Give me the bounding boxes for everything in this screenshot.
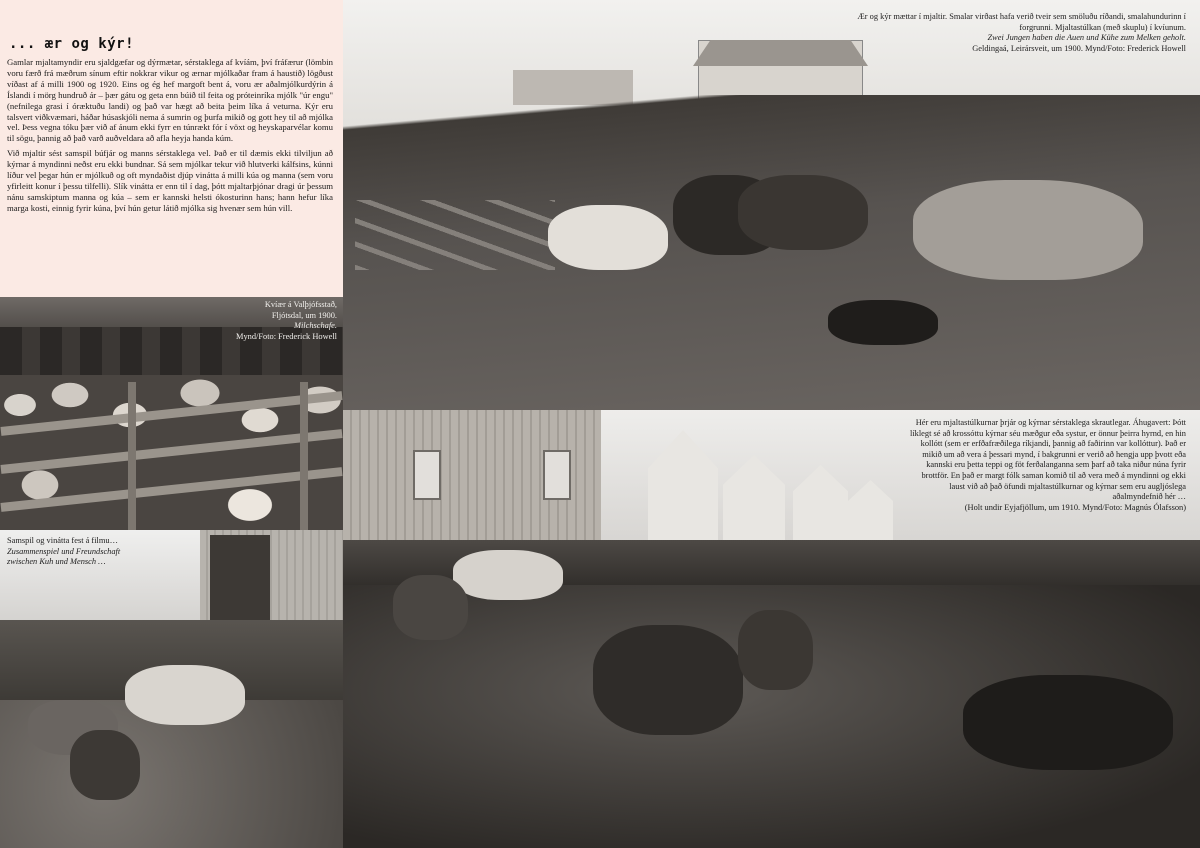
cow-figure (738, 610, 813, 690)
farm-photo-caption (7, 536, 197, 568)
photo-credit: Mynd/Foto: Frederick Howell (236, 331, 337, 341)
shed-window (543, 450, 571, 500)
sheep-pen-photo (0, 297, 343, 530)
cow-figure (738, 175, 868, 250)
cow-figure (963, 675, 1173, 770)
bottom-photo-caption (910, 418, 1186, 513)
caption-line: Samspil og vinátta fest á filmu… (7, 536, 118, 545)
top-photo-caption (836, 12, 1186, 54)
intro-paragraph-1: Gamlar mjaltamyndir eru sjaldgæfar og dýrmætar, sérstaklega af kvíám, því fráfærur (lömbin voru færð frá mæðrum sínum eftir nokkrar vikur og ærnar mjólkaðar fram á haustið) lögðust víðast af á milli 1900 og 1920. Eins og ég hef margoft bent á, voru ær aðalmjólkurdýrin á Íslandi í mörg hundruð ár – þær gátu og geta enn búið til feita og próteinríka mjólk "úr engu" (nefnilega grasi í óræktuðu landi) og það var hægt að beita þeim líka á veturna. Kýr eru talsvert viðkvæmari, háðar húsaskjóli nema á sumrin og þurfa mikið og gott hey til að mjólka vel. Þess vegna tóku þær við af ánum ekki fyrr en túnrækt fór í vöxt og heyskaparvélar komu til sögu, þannig að það varð auðveldara að afla heyja handa kúm. (7, 57, 333, 144)
cow-figure (125, 665, 245, 725)
farm-yard-photo (0, 530, 343, 848)
milkmaid-figure (70, 730, 140, 800)
caption-german: Zusammenspiel und Freundschaft (7, 546, 121, 556)
cow-figure (548, 205, 668, 270)
shed-window (413, 450, 441, 500)
photo-credit: Geldingaá, Leirársveit, um 1900. Mynd/Foto: Frederick Howell (972, 43, 1186, 53)
cow-figure (393, 575, 468, 640)
cow-figure (593, 625, 743, 735)
caption-text: Hér eru mjaltastúlkurnar þrjár og kýrnar sérstaklega skrautlegar. Áhugavert: Þótt líklegt sé að krossóttu kýrnar séu mæðgur eða systur, er önnur þeirra hyrnd, en hin kollótt (sem er erfðafræðilega ríkjandi, þannig að faðirinn var kollóttur). Það er mikið um að vera á þessari mynd, í bakgrunni er verið að hengja upp þvott eða kannski eru þetta teppi og föt ferðalanganna sem þarf að taka niður núna fyrir brottför. En það er margt fólk saman komið til að vera með á myndinni og ekki laust við að það öfundi mjaltastúlkurnar og kýrnar sem eru augljóslega aðalmyndefnið hér … (910, 418, 1186, 502)
cows-on-hill-photo (343, 0, 1200, 410)
photo-credit: (Holt undir Eyjafjöllum, um 1910. Mynd/Foto: Magnús Ólafsson) (964, 502, 1186, 512)
intro-text-panel (0, 0, 343, 297)
cow-figure (913, 180, 1143, 280)
caption-line: Kvíær á Valþjófsstað, (264, 300, 337, 309)
caption-text: Ær og kýr mættar í mjaltir. Smalar virðast hafa verið tveir sem smöluðu ríðandi, smalahundurinn í forgrunni. Mjaltastúlkan (með skuplu) í kvíunum. (857, 12, 1186, 32)
sheepdog-figure (828, 300, 938, 345)
sheep-photo-caption (177, 300, 337, 342)
intro-paragraph-2: Við mjaltir sést samspil búfjár og manns sérstaklega vel. Það er til dæmis ekki tilviljun að kýrnar á myndinni neðst eru ekki bundnar. Sá sem mjólkar tekur við hlutverki kálfsins, kúnni líður vel þegar hún er mjólkuð og oft myndaðist djúp vinátta á milli kúa og manna (sem voru yfirleitt konur í þessu tilfelli). Slík vinátta er enn til í dag, þótt mjaltarþjónar dragi úr þessum nánu samskiptum manna og kúa – sem er kannski helsti ókosturinn hans; hann hefur líka marga kosti, einnig fyrir kúna, því hún getur látið mjólka sig hvenær sem hún vill. (7, 148, 333, 213)
caption-line: Fljótsdal, um 1900. (271, 310, 337, 320)
fence-post (300, 382, 308, 530)
wooden-gate (355, 200, 555, 270)
cow-figure (453, 550, 563, 600)
milking-scene-photo (343, 410, 1200, 848)
caption-german: Milchschafe. (293, 321, 337, 330)
caption-german: Zwei Jungen haben die Auen und Kühe zum Melken geholt. (987, 33, 1186, 43)
caption-german: zwischen Kuh und Mensch … (7, 557, 106, 566)
page-heading: ... ær og kýr! (9, 36, 135, 52)
fence-post (128, 382, 136, 530)
